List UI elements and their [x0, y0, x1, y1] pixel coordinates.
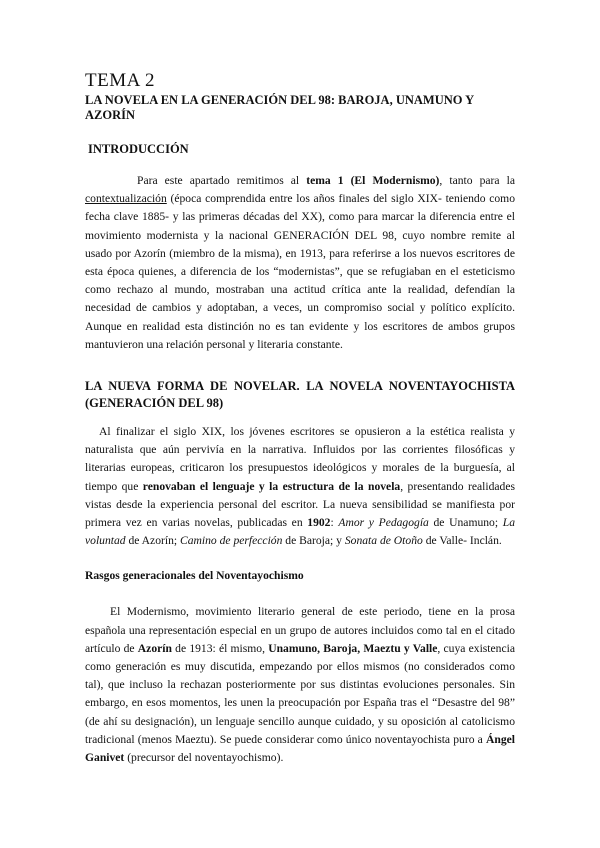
intro-bold-tema1: tema 1 (El Modernismo) — [306, 174, 440, 187]
nueva-forma-heading: LA NUEVA FORMA DE NOVELAR. LA NOVELA NOVENTAYOCHISTA (GENERACIÓN DEL 98) — [85, 379, 515, 411]
introduccion-heading: INTRODUCCIÓN — [88, 142, 189, 156]
intro-text-1: Para este apartado remitimos al — [137, 174, 307, 187]
nueva-text-4: de Unamuno; — [428, 516, 503, 530]
nueva-italic-camino-perfeccion: Camino de perfección — [180, 534, 283, 548]
nueva-forma-paragraph — [85, 423, 515, 550]
rasgos-bold-azorin: Azorín — [137, 641, 172, 655]
nueva-text-1: Al finalizar el siglo XIX, los jóvenes escritores se opusieron a la estética realista y naturalista que aún pervivía en la narrativa. Influidos por las corrientes filosóficas y literarias europeas, criticaron los presupuestos ideológicos y morales de la burguesía, al tiempo que — [85, 425, 515, 493]
rasgos-text-2: de 1913: él mismo, — [171, 641, 269, 655]
tema-number: TEMA 2 — [85, 70, 156, 91]
nueva-text-7: de Valle- Inclán. — [422, 534, 502, 548]
nueva-italic-sonata-otono: Sonata de Otoño — [344, 534, 423, 548]
introduccion-paragraph — [85, 172, 515, 354]
document-page — [85, 70, 515, 767]
nueva-italic-la-voluntad: La voluntad — [85, 516, 515, 548]
rasgos-bold-ganivet: Ángel Ganivet — [85, 732, 515, 765]
intro-underline-contextualizacion: contextualización — [85, 192, 167, 206]
nueva-text-6: de Baroja; y — [282, 534, 345, 548]
nueva-text-2: , presentando realidades vistas desde la experiencia personal del escritor. La nueva sensibilidad se manifiesta por primera vez en varias novelas, publicadas en — [85, 479, 515, 530]
nueva-bold-renovaban: renovaban el lenguaje y la estructura de la novela — [142, 479, 401, 493]
rasgos-text-3: , cuya existencia como generación es muy discutida, empezando por ellos mismos (no considerados como tal), que incluso la rechazan posteriormente por sus distintas evoluciones personales. Sin embargo, en esos momentos, les unen la preocupación por España tras el “Desastre del 98” (de ahí su designación), un lenguaje sencillo aunque cuidado, y su oposición al catolicismo tradicional (menos Maeztu). Se puede considerar como único noventayochista puro a — [85, 641, 515, 746]
rasgos-heading: Rasgos generacionales del Noventayochismo — [85, 569, 304, 583]
nueva-text-5: de Azorín; — [125, 534, 180, 548]
nueva-text-3: : — [330, 516, 339, 530]
intro-text-2: , tanto para la — [439, 174, 515, 187]
rasgos-bold-autores: Unamuno, Baroja, Maeztu y Valle — [268, 641, 438, 655]
nueva-bold-1902: 1902 — [307, 516, 331, 530]
rasgos-text-1: El Modernismo, movimiento literario general de este periodo, tiene en la prosa española una representación especial en un grupo de autores incluidos como tal en el citado artículo de — [85, 605, 515, 655]
intro-text-3: (época comprendida entre los años finales del siglo XIX- teniendo como fecha clave 1885- y las primeras décadas del XX), como para marcar la diferencia entre el movimiento modernista y la nacional GENERACIÓN DEL 98, cuyo nombre remite al usado por Azorín (miembro de la misma), en 1913, para referirse a los nuevos escritores de esta época quienes, a diferencia de los “modernistas”, que se refugiaban en el esteticismo como rechazo al mundo, mostraban una actitud crítica ante la realidad, defendían la necesidad de cambios y adoptaban, a veces, un compromiso social y político explícito. Aunque en realidad esta distinción no es tan evidente y los escritores de ambos grupos mantuvieron una relación personal y literaria constante. — [85, 192, 515, 351]
nueva-italic-amor-pedagogia: Amor y Pedagogía — [338, 516, 429, 530]
rasgos-text-4: (precursor del noventayochismo). — [124, 751, 284, 765]
tema-title: LA NOVELA EN LA GENERACIÓN DEL 98: BAROJA, UNAMUNO Y AZORÍN — [85, 93, 474, 122]
rasgos-paragraph — [85, 603, 515, 767]
